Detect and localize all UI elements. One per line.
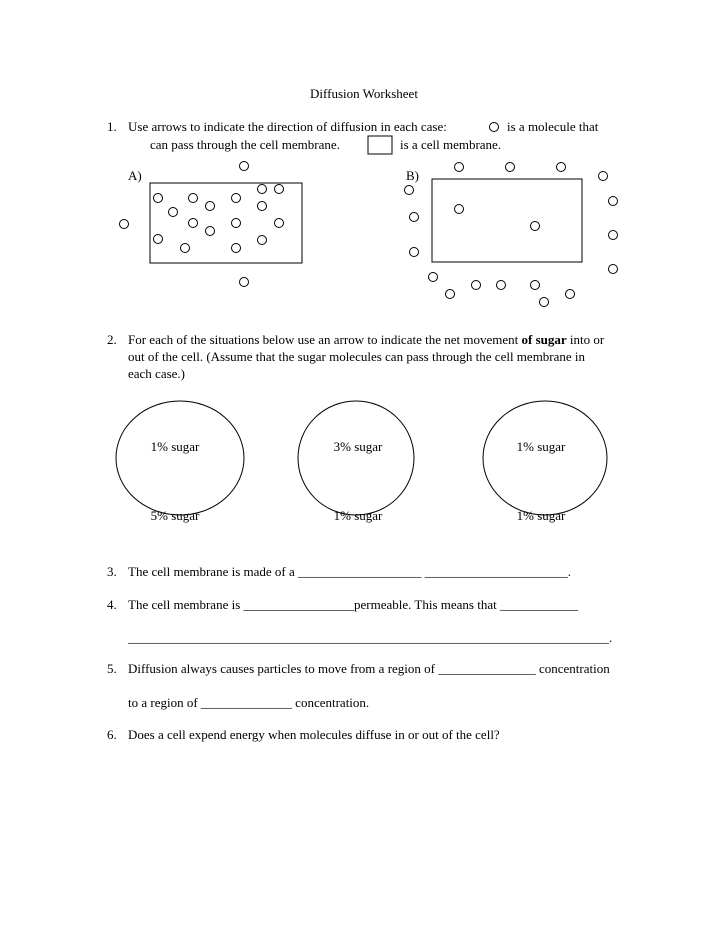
cell-2-inside-label: 3% sugar	[333, 439, 383, 454]
page-title: Diffusion Worksheet	[310, 86, 418, 101]
cell-a-label: A)	[128, 168, 142, 183]
q5-line1: Diffusion always causes particles to move from a region of _______________ concentration	[128, 661, 610, 676]
q6-number: 6.	[107, 727, 117, 742]
q5-line2: to a region of ______________ concentration.	[128, 695, 370, 710]
cell-a-membrane	[150, 183, 302, 263]
q2-bold-phrase: of sugar	[521, 332, 567, 347]
cell-3-inside-label: 1% sugar	[516, 439, 566, 454]
cell-2-outside-label: 1% sugar	[333, 508, 383, 523]
cell-2-ellipse	[298, 401, 414, 515]
q4-line1: The cell membrane is _________________permeable. This means that ____________	[128, 597, 578, 612]
cell-b-diagram	[405, 163, 618, 307]
cell-3-ellipse	[483, 401, 607, 515]
q1-line1-a: Use arrows to indicate the direction of diffusion in each case:	[128, 119, 447, 134]
cell-a-diagram	[120, 162, 303, 287]
q3-number: 3.	[107, 564, 117, 579]
q1-line2-a: can pass through the cell membrane.	[150, 137, 340, 152]
cell-b-molecules	[405, 163, 618, 307]
q2-line1: For each of the situations below use an arrow to indicate the net movement of sugar into or	[128, 332, 605, 347]
q1-line1-b: is a molecule that	[507, 119, 599, 134]
q2-line2: out of the cell. (Assume that the sugar molecules can pass through the cell membrane in	[128, 349, 586, 364]
legend-molecule-icon	[490, 123, 499, 132]
q1-line2-b: is a cell membrane.	[400, 137, 502, 152]
q5-number: 5.	[107, 661, 117, 676]
cell-a-molecules	[120, 162, 284, 287]
cell-b-label: B)	[406, 168, 419, 183]
cell-1-ellipse	[116, 401, 244, 515]
cell-1-inside-label: 1% sugar	[150, 439, 200, 454]
q2-number: 2.	[107, 332, 117, 347]
q4-line2: __________________________________________________________________________.	[128, 630, 613, 645]
q3-text: The cell membrane is made of a ___________________ ______________________.	[128, 564, 572, 579]
q1-number: 1.	[107, 119, 117, 134]
legend-membrane-icon	[368, 136, 392, 154]
cell-1-outside-label: 5% sugar	[150, 508, 200, 523]
q6-text: Does a cell expend energy when molecules diffuse in or out of the cell?	[128, 727, 500, 742]
cell-b-membrane	[432, 179, 582, 262]
q2-line3: each case.)	[128, 366, 186, 381]
q4-number: 4.	[107, 597, 117, 612]
cell-3-outside-label: 1% sugar	[516, 508, 566, 523]
